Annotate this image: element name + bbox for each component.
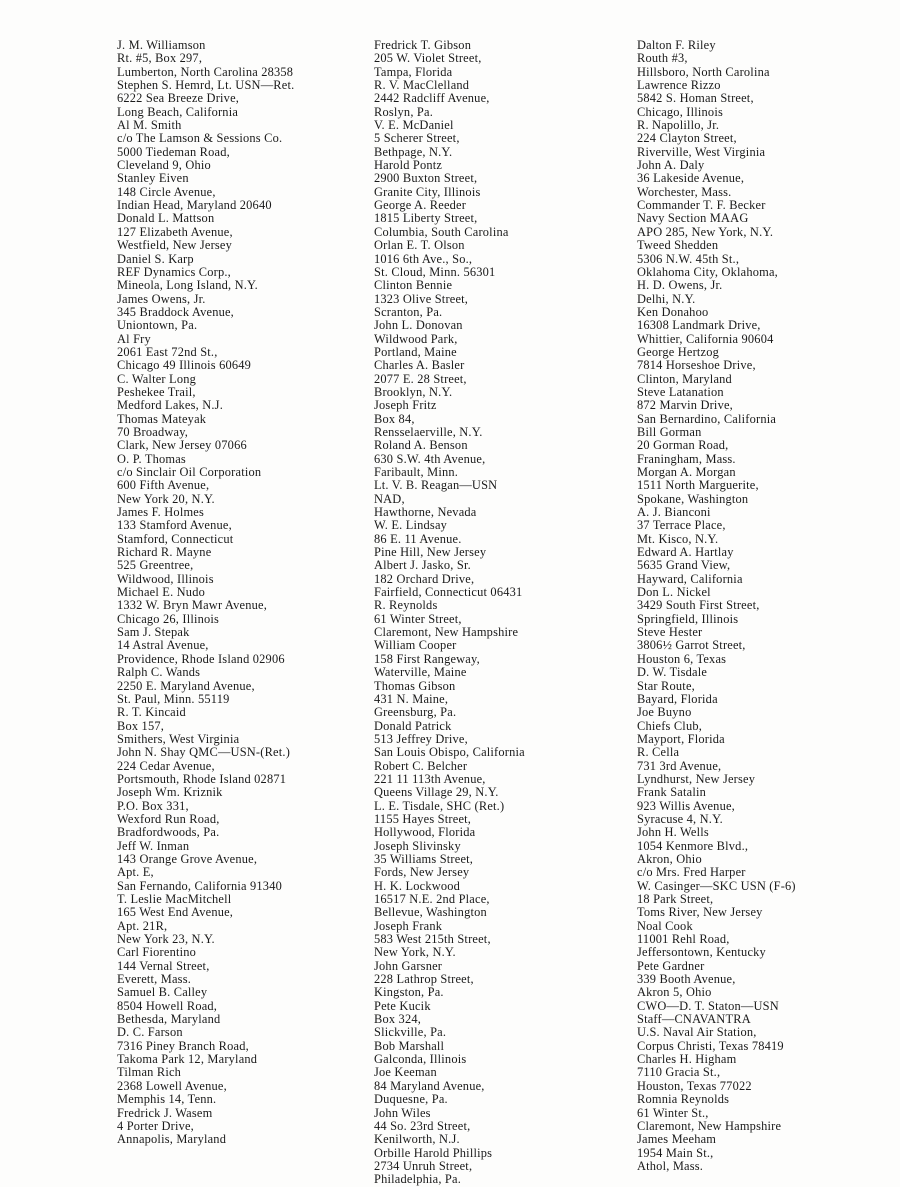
address-line: Scranton, Pa. xyxy=(374,304,443,319)
address-line: Lumberton, North Carolina 28358 xyxy=(117,64,294,79)
address-line: CWO—D. T. Staton—USN xyxy=(637,998,779,1013)
address-line: 2368 Lowell Avenue, xyxy=(117,1078,227,1093)
address-line: Claremont, New Hampshire xyxy=(374,625,519,640)
address-line: REF Dynamics Corp., xyxy=(117,264,231,279)
address-line: R. Napolillo, Jr. xyxy=(637,118,720,133)
address-line: 86 E. 11 Avenue. xyxy=(374,531,462,546)
address-line: Brooklyn, N.Y. xyxy=(374,384,453,399)
address-line: 1054 Kenmore Blvd., xyxy=(637,838,749,853)
address-line: 11001 Rehl Road, xyxy=(637,932,730,947)
address-line: Morgan A. Morgan xyxy=(637,465,736,479)
address-line: Lt. V. B. Reagan—USN xyxy=(374,478,498,493)
address-line: Joseph Slivinsky xyxy=(374,838,461,853)
address-line: Toms River, New Jersey xyxy=(637,905,763,920)
address-line: J. M. Williamson xyxy=(117,38,206,52)
address-line: Oklahoma City, Oklahoma, xyxy=(637,264,778,279)
address-line: George Hertzog xyxy=(637,344,720,359)
address-line: Fords, New Jersey xyxy=(374,865,470,880)
address-line: Michael E. Nudo xyxy=(117,585,205,600)
address-line: 44 So. 23rd Street, xyxy=(374,1118,471,1133)
address-line: Spokane, Washington xyxy=(637,491,749,506)
address-line: 70 Broadway, xyxy=(117,424,189,439)
address-line: Clark, New Jersey 07066 xyxy=(117,438,247,453)
address-line: C. Walter Long xyxy=(117,371,197,386)
address-line: 2061 East 72nd St., xyxy=(117,344,218,359)
address-line: Rt. #5, Box 297, xyxy=(117,51,203,66)
address-line: Fredrick J. Wasem xyxy=(117,1105,213,1120)
address-line: Springfield, Illinois xyxy=(637,611,739,626)
address-line: 7814 Horseshoe Drive, xyxy=(637,358,756,373)
address-line: Hayward, California xyxy=(637,571,743,586)
address-line: L. E. Tisdale, SHC (Ret.) xyxy=(374,798,505,813)
address-line: O. P. Thomas xyxy=(117,451,186,466)
address-line: Joseph Fritz xyxy=(374,398,437,413)
address-line: 731 3rd Avenue, xyxy=(637,758,722,773)
address-line: Bayard, Florida xyxy=(637,691,718,706)
address-line: R. Cella xyxy=(637,745,680,760)
address-line: Slickville, Pa. xyxy=(374,1025,447,1040)
address-line: 1332 W. Bryn Mawr Avenue, xyxy=(117,598,268,613)
address-line: Donald Patrick xyxy=(374,718,452,733)
address-line: Edward A. Hartlay xyxy=(637,545,734,560)
address-line: Uniontown, Pa. xyxy=(117,318,198,333)
address-line: R. Reynolds xyxy=(374,598,438,613)
address-line: 1954 Main St., xyxy=(637,1145,714,1160)
address-line: Hollywood, Florida xyxy=(374,825,476,840)
address-line: Akron, Ohio xyxy=(637,851,702,866)
address-line: San Fernando, California 91340 xyxy=(117,878,282,893)
address-line: 18 Park Street, xyxy=(637,892,714,906)
address-line: Robert C. Belcher xyxy=(374,758,468,773)
address-line: 36 Lakeside Avenue, xyxy=(637,171,745,186)
address-line: Annapolis, Maryland xyxy=(117,1132,227,1147)
address-line: John H. Wells xyxy=(637,825,709,840)
address-line: 205 W. Violet Street, xyxy=(374,51,482,66)
address-line: James F. Holmes xyxy=(117,505,205,520)
address-line: Queens Village 29, N.Y. xyxy=(374,785,499,800)
address-line: 5842 S. Homan Street, xyxy=(637,91,754,106)
address-line: Harold Pontz xyxy=(374,158,443,173)
address-line: Memphis 14, Tenn. xyxy=(117,1092,217,1107)
address-line: Chicago 26, Illinois xyxy=(117,611,220,626)
address-line: Chicago, Illinois xyxy=(637,104,723,119)
address-line: 2077 E. 28 Street, xyxy=(374,371,467,386)
address-line: Mt. Kisco, N.Y. xyxy=(637,531,719,546)
address-line: Dalton F. Riley xyxy=(637,38,716,52)
address-line: Box 84, xyxy=(374,411,415,426)
address-line: Roland A. Benson xyxy=(374,438,468,453)
address-line: Donald L. Mattson xyxy=(117,211,215,226)
address-line: Tweed Shedden xyxy=(637,238,719,253)
address-line: 182 Orchard Drive, xyxy=(374,571,475,586)
address-line: 224 Cedar Avenue, xyxy=(117,758,215,773)
address-line: John N. Shay QMC—USN-(Ret.) xyxy=(117,745,291,760)
address-line: 2734 Unruh Street, xyxy=(374,1158,473,1173)
address-line: 127 Elizabeth Avenue, xyxy=(117,224,233,239)
address-line: Ken Donahoo xyxy=(637,304,709,319)
address-line: A. J. Bianconi xyxy=(637,505,711,520)
address-line: 525 Greentree, xyxy=(117,558,194,573)
address-line: Bethesda, Maryland xyxy=(117,1012,221,1027)
address-line: R. T. Kincaid xyxy=(117,705,186,720)
address-line: 2442 Radcliff Avenue, xyxy=(374,91,490,106)
address-line: Mineola, Long Island, N.Y. xyxy=(117,278,258,293)
address-line: 1323 Olive Street, xyxy=(374,291,469,306)
address-line: Jeff W. Inman xyxy=(117,838,190,853)
address-line: 630 S.W. 4th Avenue, xyxy=(374,451,486,466)
address-line: Faribault, Minn. xyxy=(374,465,459,479)
address-line: Thomas Mateyak xyxy=(117,411,207,426)
address-line: Daniel S. Karp xyxy=(117,251,194,266)
address-line: W. E. Lindsay xyxy=(374,518,448,533)
address-line: NAD, xyxy=(374,491,405,506)
address-line: Kenilworth, N.J. xyxy=(374,1132,460,1147)
address-line: Orlan E. T. Olson xyxy=(374,238,465,253)
address-line: Stephen S. Hemrd, Lt. USN—Ret. xyxy=(117,78,295,93)
address-column-left xyxy=(117,39,294,1147)
address-line: Bill Gorman xyxy=(637,424,702,439)
address-line: New York 23, N.Y. xyxy=(117,932,215,947)
address-line: Delhi, N.Y. xyxy=(637,291,696,306)
address-line: 20 Gorman Road, xyxy=(637,438,729,453)
address-line: Whittier, California 90604 xyxy=(637,331,774,346)
address-line: Providence, Rhode Island 02906 xyxy=(117,651,285,666)
address-line: Chiefs Club, xyxy=(637,718,703,733)
address-line: D. W. Tisdale xyxy=(637,665,708,680)
address-line: 133 Stamford Avenue, xyxy=(117,518,232,533)
address-line: 3806½ Garrot Street, xyxy=(637,638,746,653)
address-line: 3429 South First Street, xyxy=(637,598,760,613)
address-line: 158 First Rangeway, xyxy=(374,651,480,666)
address-line: Joseph Frank xyxy=(374,918,443,933)
address-line: Stanley Eiven xyxy=(117,171,189,186)
address-line: Roslyn, Pa. xyxy=(374,104,433,119)
address-line: Cleveland 9, Ohio xyxy=(117,158,211,173)
address-line: Box 157, xyxy=(117,718,165,733)
address-line: Philadelphia, Pa. xyxy=(374,1172,462,1187)
address-line: Duquesne, Pa. xyxy=(374,1092,448,1107)
address-line: John Wiles xyxy=(374,1105,431,1120)
address-line: William Cooper xyxy=(374,638,457,653)
address-line: Charles A. Basler xyxy=(374,358,465,373)
address-line: H. D. Owens, Jr. xyxy=(637,278,723,293)
address-line: Peshekee Trail, xyxy=(117,384,196,399)
address-line: Houston 6, Texas xyxy=(637,651,727,666)
address-line: 2900 Buxton Street, xyxy=(374,171,478,186)
address-line: 1511 North Marguerite, xyxy=(637,478,759,493)
address-line: Commander T. F. Becker xyxy=(637,198,766,213)
address-line: Bradfordwoods, Pa. xyxy=(117,825,220,840)
address-line: Wexford Run Road, xyxy=(117,811,220,826)
address-line: Ralph C. Wands xyxy=(117,665,201,680)
address-line: 61 Winter Street, xyxy=(374,611,462,626)
address-line: Apt. 21R, xyxy=(117,918,168,933)
address-line: Medford Lakes, N.J. xyxy=(117,398,223,413)
address-line: 1155 Hayes Street, xyxy=(374,811,472,826)
address-line: James Meeham xyxy=(637,1132,717,1147)
address-line: Richard R. Mayne xyxy=(117,545,212,560)
address-line: Athol, Mass. xyxy=(637,1158,704,1173)
address-line: W. Casinger—SKC USN (F-6) xyxy=(637,878,796,893)
address-line: 5 Scherer Street, xyxy=(374,131,460,146)
address-line: Charles H. Higham xyxy=(637,1052,737,1067)
address-line: 872 Marvin Drive, xyxy=(637,398,733,413)
address-line: 37 Terrace Place, xyxy=(637,518,726,533)
address-line: Worchester, Mass. xyxy=(637,184,732,199)
address-line: Indian Head, Maryland 20640 xyxy=(117,198,272,213)
address-line: Everett, Mass. xyxy=(117,972,192,987)
address-line: Long Beach, California xyxy=(117,104,239,119)
address-line: Takoma Park 12, Maryland xyxy=(117,1052,258,1067)
address-line: New York, N.Y. xyxy=(374,945,456,960)
address-line: Albert J. Jasko, Sr. xyxy=(374,558,471,573)
address-line: Portland, Maine xyxy=(374,344,457,359)
address-line: George A. Reeder xyxy=(374,198,467,213)
address-line: San Bernardino, California xyxy=(637,411,777,426)
address-line: Staff—CNAVANTRA xyxy=(637,1012,751,1027)
address-line: Samuel B. Calley xyxy=(117,985,208,1000)
address-line: V. E. McDaniel xyxy=(374,118,454,133)
address-line: 5306 N.W. 45th St., xyxy=(637,251,740,266)
address-line: 14 Astral Avenue, xyxy=(117,638,209,653)
address-line: Frank Satalin xyxy=(637,785,707,800)
address-line: Houston, Texas 77022 xyxy=(637,1078,752,1093)
address-line: Claremont, New Hampshire xyxy=(637,1118,782,1133)
address-line: 221 11 113th Avenue, xyxy=(374,771,486,786)
address-line: 16308 Landmark Drive, xyxy=(637,318,761,333)
address-line: Hawthorne, Nevada xyxy=(374,505,477,520)
address-line: Greensburg, Pa. xyxy=(374,705,457,720)
address-line: Lawrence Rizzo xyxy=(637,78,721,93)
address-line: Carl Fiorentino xyxy=(117,945,197,960)
address-line: 143 Orange Grove Avenue, xyxy=(117,851,258,866)
address-line: D. C. Farson xyxy=(117,1025,183,1040)
address-line: 5000 Tiedeman Road, xyxy=(117,144,230,159)
address-line: Stamford, Connecticut xyxy=(117,531,234,546)
address-line: 228 Lathrop Street, xyxy=(374,972,474,987)
address-line: 224 Clayton Street, xyxy=(637,131,737,146)
address-line: 345 Braddock Avenue, xyxy=(117,304,234,319)
address-line: Syracuse 4, N.Y. xyxy=(637,811,723,826)
address-line: U.S. Naval Air Station, xyxy=(637,1025,757,1040)
address-line: Corpus Christi, Texas 78419 xyxy=(637,1038,784,1053)
address-line: Bob Marshall xyxy=(374,1038,445,1053)
address-line: Joseph Wm. Kriznik xyxy=(117,785,223,800)
address-line: 513 Jeffrey Drive, xyxy=(374,731,468,746)
address-line: Franingham, Mass. xyxy=(637,451,736,466)
address-line: Wildwood Park, xyxy=(374,331,458,346)
address-line: 61 Winter St., xyxy=(637,1105,709,1120)
address-line: 923 Willis Avenue, xyxy=(637,798,735,813)
address-line: 84 Maryland Avenue, xyxy=(374,1078,485,1093)
address-line: Don L. Nickel xyxy=(637,585,711,600)
address-line: Lyndhurst, New Jersey xyxy=(637,771,756,786)
address-line: Chicago 49 Illinois 60649 xyxy=(117,358,252,373)
address-line: H. K. Lockwood xyxy=(374,878,461,893)
address-line: Apt. E, xyxy=(117,865,154,880)
address-line: 339 Booth Avenue, xyxy=(637,972,736,987)
address-line: Akron 5, Ohio xyxy=(637,985,712,1000)
address-line: Granite City, Illinois xyxy=(374,184,481,199)
address-line: Routh #3, xyxy=(637,51,688,66)
address-line: P.O. Box 331, xyxy=(117,798,189,813)
address-line: Tampa, Florida xyxy=(374,64,453,79)
address-line: 7316 Piney Branch Road, xyxy=(117,1038,249,1053)
address-line: Clinton Bennie xyxy=(374,278,453,293)
address-line: c/o Mrs. Fred Harper xyxy=(637,865,746,880)
address-line: Joe Buyno xyxy=(637,705,692,720)
address-line: Al Fry xyxy=(117,331,151,346)
address-line: Thomas Gibson xyxy=(374,678,456,693)
address-line: 5635 Grand View, xyxy=(637,558,731,573)
address-line: Fairfield, Connecticut 06431 xyxy=(374,585,523,600)
address-line: Bellevue, Washington xyxy=(374,905,487,920)
address-line: John Garsner xyxy=(374,958,443,973)
address-line: 431 N. Maine, xyxy=(374,691,449,706)
address-line: Star Route, xyxy=(637,678,695,693)
address-line: 8504 Howell Road, xyxy=(117,998,218,1013)
address-line: Galconda, Illinois xyxy=(374,1052,467,1067)
address-line: APO 285, New York, N.Y. xyxy=(637,224,774,239)
address-line: Noal Cook xyxy=(637,918,693,933)
address-line: Sam J. Stepak xyxy=(117,625,190,640)
address-line: Waterville, Maine xyxy=(374,665,467,680)
address-line: New York 20, N.Y. xyxy=(117,491,215,506)
address-line: Bethpage, N.Y. xyxy=(374,144,453,159)
address-line: 2250 E. Maryland Avenue, xyxy=(117,678,255,693)
address-line: 148 Circle Avenue, xyxy=(117,184,216,199)
address-line: T. Leslie MacMitchell xyxy=(117,892,232,906)
address-column-middle xyxy=(374,39,525,1187)
address-line: 600 Fifth Avenue, xyxy=(117,478,210,493)
address-column-right xyxy=(637,39,796,1173)
address-line: Navy Section MAAG xyxy=(637,211,749,226)
address-line: Steve Hester xyxy=(637,625,703,640)
address-line: Steve Latanation xyxy=(637,384,724,399)
address-line: John A. Daly xyxy=(637,158,705,173)
address-line: 165 West End Avenue, xyxy=(117,905,234,920)
address-line: San Louis Obispo, California xyxy=(374,745,525,760)
address-line: Pine Hill, New Jersey xyxy=(374,545,487,560)
address-line: 1016 6th Ave., So., xyxy=(374,251,473,266)
address-line: 1815 Liberty Street, xyxy=(374,211,478,226)
address-line: Romnia Reynolds xyxy=(637,1092,730,1107)
address-line: Pete Gardner xyxy=(637,958,705,973)
address-line: St. Cloud, Minn. 56301 xyxy=(374,264,496,279)
address-line: 7110 Gracia St., xyxy=(637,1065,721,1080)
address-line: Clinton, Maryland xyxy=(637,371,732,386)
address-line: Columbia, South Carolina xyxy=(374,224,509,239)
address-line: 583 West 215th Street, xyxy=(374,932,491,947)
address-line: Joe Keeman xyxy=(374,1065,437,1080)
address-line: Fredrick T. Gibson xyxy=(374,38,472,52)
address-line: Portsmouth, Rhode Island 02871 xyxy=(117,771,287,786)
address-line: c/o The Lamson & Sessions Co. xyxy=(117,131,283,146)
address-line: Orbille Harold Phillips xyxy=(374,1145,493,1160)
address-line: c/o Sinclair Oil Corporation xyxy=(117,465,262,479)
address-line: 144 Vernal Street, xyxy=(117,958,210,973)
address-line: John L. Donovan xyxy=(374,318,463,333)
address-line: Kingston, Pa. xyxy=(374,985,444,1000)
address-line: Tilman Rich xyxy=(117,1065,182,1080)
address-line: Mayport, Florida xyxy=(637,731,725,746)
address-line: Westfield, New Jersey xyxy=(117,238,233,253)
address-line: Jeffersontown, Kentucky xyxy=(637,945,766,960)
address-line: 16517 N.E. 2nd Place, xyxy=(374,892,490,906)
address-line: 6222 Sea Breeze Drive, xyxy=(117,91,240,106)
address-line: 4 Porter Drive, xyxy=(117,1118,194,1133)
address-line: Hillsboro, North Carolina xyxy=(637,64,770,79)
address-line: Smithers, West Virginia xyxy=(117,731,240,746)
address-line: Pete Kucik xyxy=(374,998,431,1013)
address-line: Riverville, West Virginia xyxy=(637,144,766,159)
address-line: Al M. Smith xyxy=(117,118,182,133)
address-line: Box 324, xyxy=(374,1012,422,1027)
address-line: Rensselaerville, N.Y. xyxy=(374,424,483,439)
address-line: R. V. MacClelland xyxy=(374,78,470,93)
address-line: 35 Williams Street, xyxy=(374,851,474,866)
address-line: Wildwood, Illinois xyxy=(117,571,214,586)
address-line: James Owens, Jr. xyxy=(117,291,206,306)
address-line: St. Paul, Minn. 55119 xyxy=(117,691,230,706)
